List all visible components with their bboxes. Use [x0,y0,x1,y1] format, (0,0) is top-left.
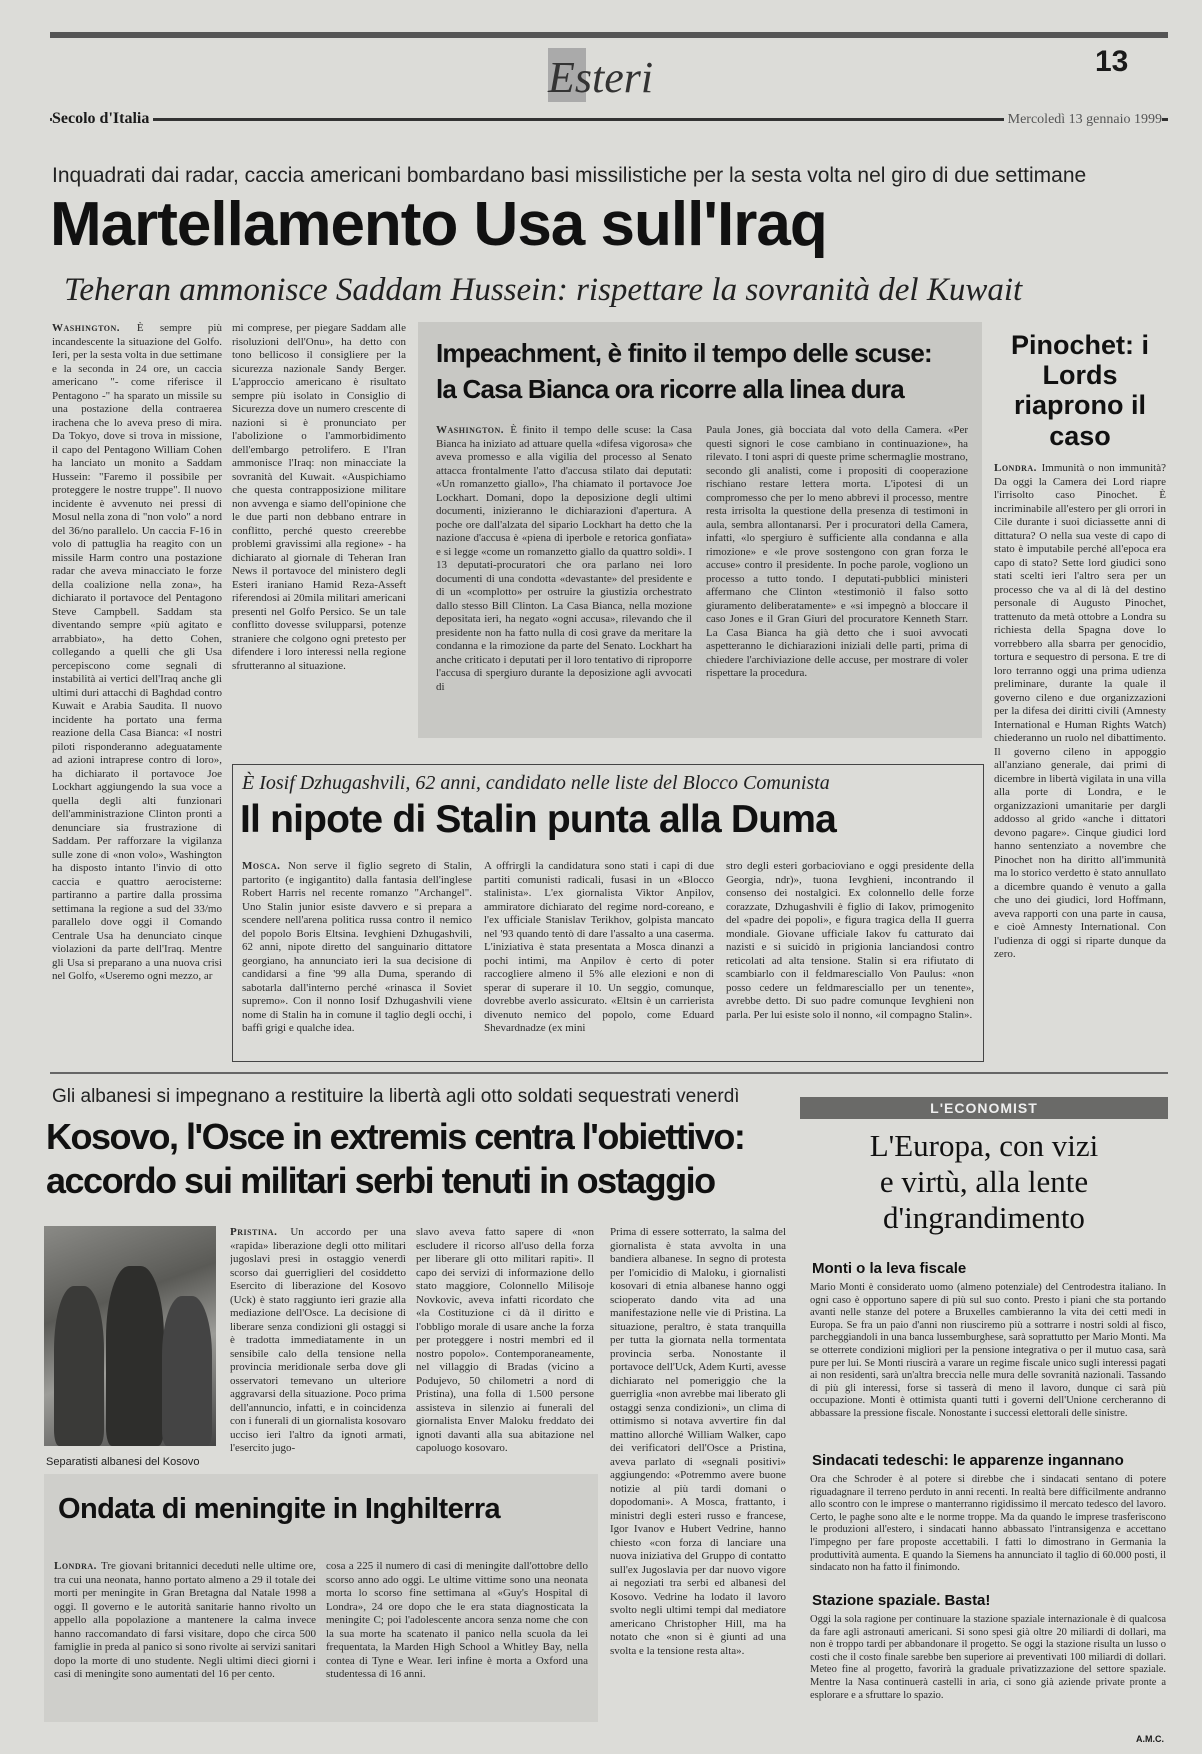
stalin-headline: Il nipote di Stalin punta alla Duma [240,798,837,841]
kosovo-column-2 [416,1226,594,1458]
photo-figure-3 [162,1296,212,1446]
impeachment-column-2 [706,424,968,724]
meningite-headline: Ondata di meningite in Inghilterra [58,1493,501,1525]
kosovo-headline-2: accordo sui militari serbi tenuti in ostaggio [46,1160,715,1201]
lead-subhead: Teheran ammonisce Saddam Hussein: rispettare la sovranità del Kuwait [64,272,1023,308]
lead-column-2 [232,322,406,754]
impeachment-column-1 [436,424,692,724]
lead-dateline: Washington. [52,322,137,334]
economist-headline [800,1128,1168,1236]
pinochet-body: Immunità o non immunità? Da oggi la Camera dei Lord riapre l'irrisolto caso Pinochet. È incriminabile all'estero per gli orrori in Cile durante i suoi diciassette anni di dittatura? O nella sua veste di capo di stato è imputabile perché all'epoca era capo di stato? Sette lord giudici sono stati scelti ieri l'altro sera per un processo che va al di là del destino personale di Augusto Pinochet, trattenuto da metà ottobre a Londra su richiesta della Spagna dove lo vorrebbero alla sbarra per genocidio, tortura e sequestro di persona. E tre di loro terranno oggi una prima udienza preliminare, durante la quale il governo cileno e due organizzazioni per la difesa dei diritti civili (Amnesty International e Human Rights Watch) chiederanno un ruolo nel dibattimento. Il governo cileno in appoggio all'anziano generale, dai primi di dicembre in libertà vigilata in una villa alla porte di Londra, e le organizzazioni umanitarie per dargli addosso al grido «anche i dittatori devono pagare». Cinque giudici lord hanno sentenziato a novembre che Pinochet non ha diritto all'immunità ma lo storico verdetto è stato annullato a dicembre quando è venuto a galla che uno dei giudici, lord Hoffmann, aveva rapporti con una parte in causa, e cioè Amnesty International. Con l'udienza di oggi si riparte dunque da zero. [994,462,1166,960]
kosovo-body-3: Prima di essere sotterrato, la salma del giornalista è stata avvolta in una bandiera albanese. In segno di protesta per l'omicidio di Maloku, i giornalisti kosovari di etnia albanese hanno oggi scioperato dando vita ad una manifestazione nelle vie di Pristina. La situazione, peraltro, è stata tranquilla per tutta la giornata nella tormentata provincia serba. Nonostante il portavoce dell'Uck, Adem Kurti, avesse dichiarato nel pomeriggio che la guerriglia «non avrebbe mai liberato gli ostaggi senza condizioni», un clima di ottimismo si notava avvertire fin dal mattino allorché William Walker, capo dei verificatori dell'Osce a Pristina, aveva parlato di «segnali positivi» aggiungendo: «Potremmo avere buone notizie al più tardi domani o dopodomani». A Mosca, frattanto, i ministri degli esteri russo e francese, Igor Ivanov e Hubert Vedrine, hanno chiesto «con forza di lanciare una nuova iniziativa del Gruppo di contatto sull'ex Jugoslavia per dar nuovo vigore ai negoziati tra serbi ed albanesi del Kosovo. Vedrine ha lodato il lavoro svolto negli ultimi tempi dal mediatore americano Christopher Hill, ma ha notato che «non si è giunti ad una svolta e la tensione resta alta». [610,1226,786,1657]
kosovo-headline-1: Kosovo, l'Osce in extremis centra l'obiettivo: [46,1116,745,1157]
masthead-rule [50,118,1168,121]
pinochet-headline: Pinochet: i Lords riaprono il caso [1010,330,1149,451]
meningite-column-1 [54,1560,316,1710]
pinochet-dateline: Londra. [994,462,1042,474]
economist-subhead-stazione: Stazione spaziale. Basta! [812,1592,991,1609]
kosovo-photo [44,1226,216,1446]
meningite-dateline: Londra. [54,1560,101,1572]
kosovo-column-3 [610,1226,786,1716]
economist-headline-1: L'Europa, con vizi [869,1128,1099,1163]
impeachment-headline-1: Impeachment, è finito il tempo delle scuse: [436,338,932,368]
issue-date: Mercoledì 13 gennaio 1999 [1004,112,1162,128]
impeachment-body-1: È finito il tempo delle scuse: la Casa Bianca ha iniziato ad attuare quella «difesa vigorosa» che aveva promesso e alla vigilia del processo al Senato attacca frontalmente l'atto d'accusa stilato dai deputati: «Un romanzetto giallo», l'ha chiamato il portavoce Joe Lockhart. Domani, dopo la deposizione degli ultimi documenti, inizieranno le dichiarazioni d'apertura. A poche ore dall'alzata del sipario Lockhart ha detto che la nazione d'accusa è «piena di iperbole e retorica gonfiata» e si legge «come un romanzetto giallo da quattro soldi». I 13 deputati-procuratori che ora parlano nei loro documenti di una condotta «devastante» del presidente e di un «complotto» per ostruire la giustizia orchestrato dallo stesso Bill Clinton. La Casa Bianca, nella mozione depositata ieri, ha negato «ogni accusa», rilevando che il presidente non ha fatto nulla di così grave da meritare la condanna e la rimozione da parte del Senato. Lockhart ha anche criticato i deputati per il loro tentativo di riproporre l'accusa di spergiuro durante la deposizione agli avvocati di [436,424,692,693]
kosovo-body-2: slavo aveva fatto sapere di «non escludere il ricorso all'uso della forza per liberare gli otto militari rapiti». Il capo dei servizi di informazione dello stato maggiore, Colonnello Milisoje Novkovic, aveva infatti ricordato che «la Costituzione ci dà il diritto e l'obbligo morale di usare anche la forza per proteggere i nostri membri ed il nostro popolo». Contemporaneamente, nel villaggio di Bradas (vicino a Podujevo, 50 chilometri a nord di Pristina), una folla di 1.500 persone assisteva in silenzio ai funerali del giornalista Enver Maloku freddato dei ignoti davanti alla sua abitazione nel capoluogo kosovaro. [416,1226,594,1454]
impeachment-dateline: Washington. [436,424,511,436]
page-number: 13 [1095,45,1129,78]
lead-kicker: Inquadrati dai radar, caccia americani bombardano basi missilistiche per la sesta volta nel giro di due settimane [52,164,1087,187]
kosovo-kicker: Gli albanesi si impegnano a restituire la libertà agli otto soldati sequestrati venerdì [52,1086,740,1107]
kosovo-column-1 [230,1226,406,1458]
economist-subhead-monti: Monti o la leva fiscale [812,1260,967,1277]
paper-name: Secolo d'Italia [52,110,153,128]
stalin-dateline: Mosca. [242,860,289,872]
stalin-column-3 [726,860,974,1054]
economist-body-sindacati: Ora che Schroder è al potere si direbbe che i sindacati sentano di potere riguadagnare il terreno perduto in anni recenti. In realtà bere difficilmente andranno allo scontro con le imprese o manterranno rigidissimo il mercato tedesco del lavoro. Certo, le paghe sono alte e le norme troppe. Ma da quando le imprese trasferiscono le produzioni all'estero, i sindacati hanno abbassato l'intransigenza e accettano l'impegno per fare proposte accettabili. I fatti lo dimostrano in Germania la produttività aumenta. E quando la Siemens ha annunciato il taglio di 60.000 posti, il sindacato non ha fatto il finimondo. [810,1474,1166,1574]
impeachment-body-2: Paula Jones, già bocciata dal voto della Camera. «Per questi signori le cose cambiano in continuazione», ha rilevato. I toni aspri di queste prime schermaglie mostrano, secondo gli analisti, come i propositi di cooperazione rischiano restare lettera morta. L'ipotesi di un compromesso che per lo meno abbrevi il processo, mentre resta irrisolta la questione della presenza di testimoni in aula, sembra allontanarsi. Per i procuratori della Camera, infatti, «lo spergiuro è sufficiente alla condanna e alla rimozione» e «le prove sostengono con gran forza le accuse» contro il presidente. In poche parole, vogliono un processo a tutto tondo. I deputati-pubblici ministeri affermano che Clinton «testimoniò il falso sotto giuramento deliberatamente» e «si impegnò a bloccare il caso Jones e il Gran Giurì del procuratore Kenneth Starr. La Casa Bianca ha già detto che i suoi avvocati aspetteranno le dichiarazioni iniziali delle parti, prima di chiedere l'archiviazione delle accuse, per mostrare di voler rispettare la procedura. [706,424,968,679]
impeachment-headline-2: la Casa Bianca ora ricorre alla linea dura [436,374,904,404]
section-divider [50,1072,1168,1074]
stalin-column-2 [484,860,714,1054]
lead-headline: Martellamento Usa sull'Iraq [50,190,827,259]
lead-body-1: È sempre più incandescente la situazione del Golfo. Ieri, per la sesta volta in due settimane e la seconda in 24 ore, un caccia americano "- come riferisce il Pentagono -" ha sparato un missile su una postazione della contraerea irachena che lo aveva preso di mira. Da Tokyo, dove si trova in missione, il capo del Pentagono William Cohen ha lanciato un monito a Saddam Hussein: "Faremo il possibile per proteggere le nostre truppe". Il nuovo incidente è avvenuto nei pressi di Mosul nella zona di "non volo" a nord del 36/no parallelo. Un caccia F-16 in volo di pattuglia ha reagito con un missile Harm contro una postazione radar che aveva minacciato le forze della coalizione nella zona», ha dichiarato il portavoce del Pentagono Steve Campbell. Saddam sta diventando sempre «più agitato e arrabbiato», ha detto Cohen, collegando a quelli che gli Usa percepiscono come segnali di instabilità ai vertici dell'Iraq anche gli ultimi duri attacchi di Baghdad contro Kuwait e Arabia Saudita. Il nuovo incidente ha portato una ferma reazione della Casa Bianca: «I nostri piloti risponderanno adeguatamente ad azioni intraprese contro di loro», ha dichiarato il portavoce Joe Lockhart aggiungendo la sua voce a quella degli alti funzionari dell'amministrazione Clinton pronti a denunciare sia frustrazione di Saddam. Per rafforzare la vigilanza sulle zone di «non volo», Washington ha disposto intanto l'invio di otto caccia e quattro aerocisterne: partiranno a partire dalla prossima settimana la regione a sud del 33/mo parallelo dove oggi il Comando Centrale Usa ha denunciato cinque violazioni da parte dell'Iraq. Mentre gli Usa si preparano a una nuova crisi nel Golfo, «Useremo ogni mezzo, ar [52,322,222,982]
stalin-body-3: stro degli esteri gorbacioviano e oggi presidente della Georgia, ndr)», tuona Ievghieni, incontrando il consenso dei nostalgici. Ex colonnello delle forze corazzate, Dzhugashvili è figlio di Iakov, primogenito del «padre dei popoli», e figura tragica della II guerra mondiale. Giovane ufficiale Iakov fu catturato dai nazisti e si suicidò in prigionia lanciandosi contro reticolati ad alta tensione. Stalin si era rifiutato di scambiarlo con il feldmaresciallo Von Paulus: «non posso cedere un feldmaresciallo per un tenente», avrebbe detto. Di suo padre comunque Ievghieni non parla. Per lui esiste solo il nonno, «il compagno Stalin». [726,860,974,1021]
section-title: Esteri [548,53,654,102]
top-rule [50,32,1168,38]
lead-body-2: mi comprese, per piegare Saddam alle risoluzioni dell'Onu», ha detto con tono bellicoso il consigliere per la sicurezza nazionale Sandy Berger. L'approccio americano è risultato sempre più isolato in Consiglio di Sicurezza dove un numero crescente di nazioni si è pronunciato per l'abolizione o l'ammorbidimento dell'embargo petrolifero. E l'Iran ammonisce l'Iraq: non minacciate la sovranità del Kuwait. «Auspichiamo che questa contrapposizione militare non avvenga e siamo dell'opinione che le due parti non debbano entrare in conflitto, perché questo creerebbe problemi gravissimi alla regione» - ha dichiarato al giornale di Teheran Iran News il portavoce del ministero degli Esteri iraniano Hamid Reza-Asseft riferendosi ai 20mila militari americani presenti nel Golfo Persico. Se un tale conflitto dovesse svilupparsi, potenze straniere che colgono ogni pretesto per difendere i loro interessi nella regione sfrutteranno al situazione. [232,322,406,672]
kosovo-body-1: Un accordo per una «rapida» liberazione degli otto militari jugoslavi presi in ostaggio venerdì scorso dai guerriglieri del cosiddetto Esercito di liberazione del Kosovo (Uck) è stato raggiunto ieri grazie alla mediazione dell'Osce. La decisione di liberare senza condizioni gli ostaggi si è tradotta immediatamente in un sensibile calo della tensione nella provincia meridionale serba dove gli osservatori temevano un ulteriore aggravarsi della situazione. Poco prima dell'annuncio, infatti, e in coincidenza con i funerali di un giornalista kosovaro ucciso ieri l'altro da ignoti armati, l'esercito jugo- [230,1226,406,1454]
stalin-body-2: A offrirgli la candidatura sono stati i capi di due partiti comunisti radicali, fusasi in un «Blocco stalinista». L'ex giornalista Viktor Anpilov, ammiratore dichiarato del regime nord-coreano, e l'ex ufficiale Stanislav Terikhov, golpista mancato nel '93 quando tentò di dare l'assalto a una caserma. L'iniziativa è stata presentata a Mosca dinanzi a pochi intimi, ma Anpilov è certo di poter raccogliere almeno il 5% alle elezioni e non di sperar di superare il 10. Un seggio, comunque, dovrebbe averlo assicurato. «Eltsin è un carrierista divenuto nemico del popolo, come Eduard Shevardnadze (ex mini [484,860,714,1034]
meningite-body-2: cosa a 225 il numero di casi di meningite dall'ottobre dello scorso anno ado oggi. Le ultime vittime sono una neonata morta lo scorso fine settimana al «Guy's Hospital di Londra», 24 ore dopo che le era stata diagnosticata la meningite C; poi l'adolescente ancora senza nome che con la sua morte ha scatenato il panico nella scuola da lei frequentata, la Marden High School a Whitley Bay, nella contea di Tyne e Wear. Ieri infine è morta a Oxford una studentessa di 16 anni. [326,1560,588,1680]
photo-figure-2 [106,1266,164,1446]
kosovo-photo-caption: Separatisti albanesi del Kosovo [46,1456,200,1468]
economist-body-stazione: Oggi la sola ragione per continuare la stazione spaziale internazionale è di qualcosa da fare agli astronauti americani. Si sono spesi già oltre 20 miliardi di dollari, ma non è troppo tardi per abbandonare il progetto. Se oggi la stazione risulta un lusso o costi che il costo finale sarebbe ben superiore ai preventivati 100 miliardi di dollari. Meteo fine al progetto, favorirà la graduale privatizzazione del settore spaziale. Mentre la Nasa continuerà castelli in aria, ci sono già aziende private pronte a esplorare e a sfruttare lo spazio. [810,1614,1166,1701]
stalin-kicker: È Iosif Dzhugashvili, 62 anni, candidato nelle liste del Blocco Comunista [242,772,830,794]
pinochet-column [994,462,1166,1062]
economist-headline-2: e virtù, alla lente [879,1164,1089,1199]
economist-banner: L'ECONOMIST [800,1097,1168,1119]
economist-subhead-sindacati: Sindacati tedeschi: le apparenze ingannano [812,1452,1124,1469]
photo-figure-1 [54,1286,104,1446]
meningite-column-2 [326,1560,588,1710]
lead-column-1 [52,322,222,1060]
meningite-body-1: Tre giovani britannici deceduti nelle ultime ore, tra cui una neonata, hanno portato almeno a 29 il totale dei morti per meningite in Gran Bretagna dal Natale 1998 a oggi. Il governo e le autorità sanitarie hanno rivolto un appello alla popolazione a mantenere la calma invece hanno raccomandato di farsi visitare, dopo che circa 500 famiglie in preda al panico si sono rivolte ai servizi sanitari dopo la morte di uno studente. Negli ultimi dieci giorni i casi di meningite sono aumentati del 16 per cento. [54,1560,316,1680]
economist-body-monti: Mario Monti è considerato uomo (almeno potenziale) del Centrodestra italiano. In ogni caso è opportuno sapere di più sul suo conto. Presto i piani che sta portando avanti nelle stanze del potere a Bruxelles cambieranno la vita dei cetti medi in Europa. Se fra un paio d'anni non riusciremo più a sottrarre i nostri soldi al fisco, parcheggiandoli in una banca lussemburghese, sarà soprattutto per Mario Monti. Ma se otterrete condizioni migliori per la pensione integrativa o per il mutuo casa, sarà pure per lui. Se Monti riuscirà a varare un regime fiscale unico sugli interessi pagati ai non residenti, sarà un'altra breccia nelle mura delle sovranità nazionali. Tassando di più gli interessi, forse si tasserà di meno il lavoro, dunque ci sarà più occupazione. Monti è ottimista quanti tutti i governi dell'Unione cercheranno di abbassare la pressione fiscale. Nonostante i successi elettorali delle sinistre. [810,1282,1166,1419]
stalin-column-1 [242,860,472,1054]
economist-headline-3: d'ingrandimento [883,1200,1085,1235]
economist-signature: A.M.C. [1136,1734,1164,1744]
stalin-body-1: Non serve il figlio segreto di Stalin, partorito (e ingigantito) dalla fantasia dell'inglese Robert Harris nel recente romanzo "Archangel". Uno Stalin junior esiste davvero e si prepara a scendere nell'arena politica russa contro il nemico del popolo Boris Eltsina. Ievghieni Dzhugashvili, 62 anni, nipote diretto del sanguinario dittatore georgiano, ha annunciato ieri la sua decisione di candidarsi a fine '99 alla Duma, sperando di sabotarla dall'interno perché «rinasca il Soviet supremo». Con il nonno Iosif Dzhugashvili viene nome di Stalin ha in comune il taglio degli occhi, i baffi grigi e qualche idea. [242,860,472,1034]
kosovo-dateline: Pristina. [230,1226,291,1238]
